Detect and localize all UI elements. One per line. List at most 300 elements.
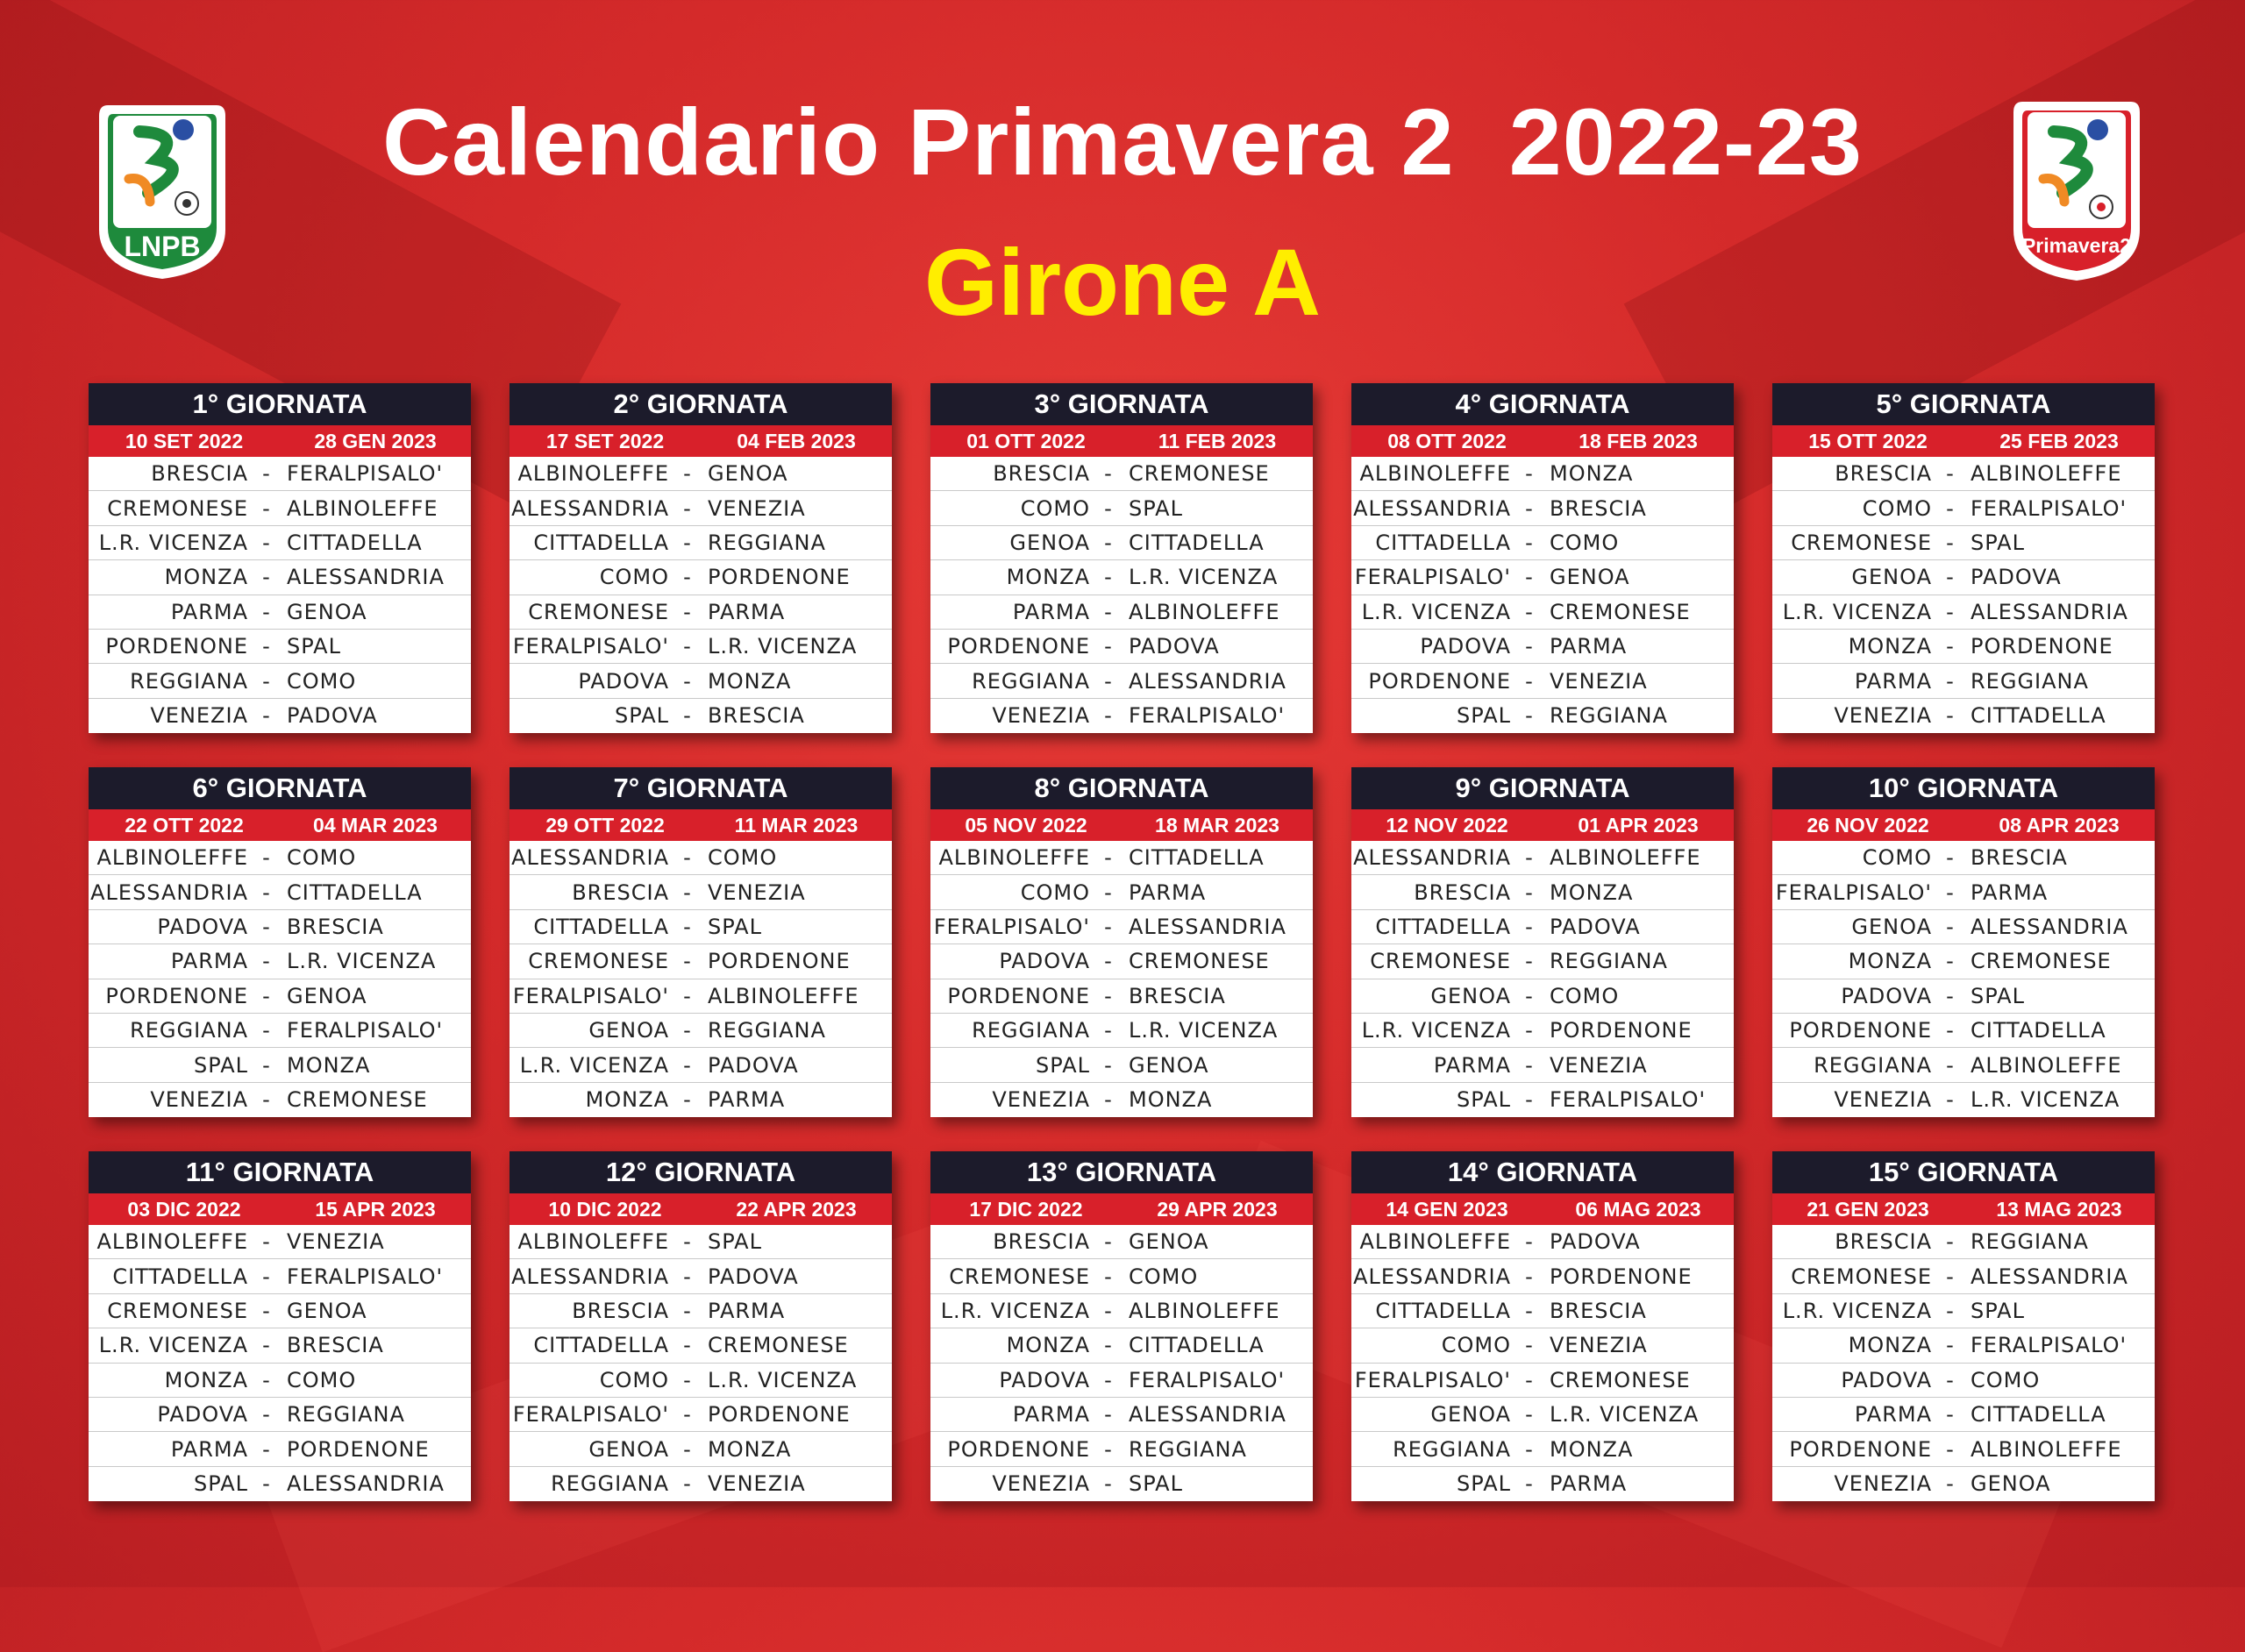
match-separator: - (683, 879, 692, 905)
home-team: PARMA (1012, 1402, 1090, 1428)
match-separator: - (1525, 565, 1534, 590)
match-row (1772, 630, 2155, 664)
home-team: COMO (599, 1367, 669, 1392)
home-team: PADOVA (1841, 1367, 1932, 1392)
home-team: SPAL (194, 1052, 248, 1078)
home-team: SPAL (1457, 703, 1511, 729)
away-team: FERALPISALO' (287, 1264, 444, 1289)
home-team: FERALPISALO' (1775, 879, 1932, 905)
match-row (1772, 1467, 2155, 1501)
match-separator: - (262, 1298, 271, 1323)
away-team: BRESCIA (1129, 983, 1226, 1008)
match-row (1772, 1294, 2155, 1328)
match-separator: - (262, 1264, 271, 1289)
match-separator: - (683, 1298, 692, 1323)
match-separator: - (262, 1052, 271, 1078)
match-separator: - (262, 634, 271, 659)
match-separator: - (683, 1402, 692, 1428)
match-separator: - (1104, 1367, 1113, 1392)
away-team: REGGIANA (1971, 1229, 2089, 1255)
match-row (510, 1398, 892, 1432)
match-row (89, 491, 471, 525)
home-team: L.R. VICENZA (1361, 599, 1511, 624)
match-separator: - (1946, 1471, 1955, 1497)
away-team: L.R. VICENZA (708, 634, 858, 659)
round-title: 8° GIORNATA (930, 767, 1313, 809)
away-team: PARMA (1550, 1471, 1628, 1497)
match-row (1772, 560, 2155, 595)
match-separator: - (1104, 1436, 1113, 1462)
away-team: COMO (1129, 1264, 1199, 1289)
round-card (89, 383, 471, 733)
match-separator: - (683, 565, 692, 590)
match-separator: - (683, 1087, 692, 1113)
match-separator: - (1525, 1087, 1534, 1113)
away-team: VENEZIA (708, 879, 806, 905)
match-separator: - (1104, 668, 1113, 694)
away-team: GENOA (287, 1298, 367, 1323)
round-card (930, 383, 1313, 733)
match-separator: - (1525, 1333, 1534, 1358)
home-team: CREMONESE (1370, 949, 1511, 974)
match-separator: - (262, 495, 271, 521)
away-team: FERALPISALO' (287, 461, 444, 487)
away-team: MONZA (1550, 1436, 1634, 1462)
match-row (1351, 841, 1734, 875)
andata-date: 17 DIC 2022 (969, 1198, 1083, 1221)
away-team: VENEZIA (1550, 1333, 1648, 1358)
home-team: SPAL (1457, 1471, 1511, 1497)
home-team: VENEZIA (150, 703, 248, 729)
match-separator: - (262, 1018, 271, 1043)
match-separator: - (1104, 461, 1113, 487)
away-team: VENEZIA (287, 1229, 385, 1255)
away-team: CREMONESE (1129, 949, 1270, 974)
match-separator: - (1525, 879, 1534, 905)
round-dates (1351, 425, 1734, 457)
away-team: SPAL (1971, 530, 2025, 555)
home-team: VENEZIA (1834, 1471, 1932, 1497)
andata-date: 03 DIC 2022 (127, 1198, 241, 1221)
home-team: CITTADELLA (533, 914, 669, 939)
match-row (510, 699, 892, 733)
away-team: GENOA (1129, 1229, 1209, 1255)
match-separator: - (1946, 599, 1955, 624)
away-team: REGGIANA (1129, 1436, 1247, 1462)
round-title: 11° GIORNATA (89, 1151, 471, 1193)
away-team: CITTADELLA (1971, 703, 2106, 729)
round-title: 3° GIORNATA (930, 383, 1313, 425)
round-dates (1772, 1193, 2155, 1225)
ritorno-date: 22 APR 2023 (736, 1198, 857, 1221)
home-team: GENOA (1430, 983, 1511, 1008)
match-separator: - (1104, 1402, 1113, 1428)
match-row (89, 1294, 471, 1328)
match-row (930, 457, 1313, 491)
match-separator: - (1525, 1229, 1534, 1255)
away-team: CREMONESE (1129, 461, 1270, 487)
home-team: MONZA (164, 565, 248, 590)
match-row (1351, 1328, 1734, 1363)
ritorno-date: 08 APR 2023 (1999, 814, 2120, 837)
away-team: ALESSANDRIA (1129, 914, 1286, 939)
away-team: PORDENONE (287, 1436, 430, 1462)
away-team: GENOA (287, 599, 367, 624)
round-title: 7° GIORNATA (510, 767, 892, 809)
match-separator: - (683, 668, 692, 694)
match-separator: - (1104, 495, 1113, 521)
match-separator: - (683, 1436, 692, 1462)
ritorno-date: 28 GEN 2023 (314, 430, 437, 452)
round-card (1351, 767, 1734, 1117)
ritorno-date: 11 FEB 2023 (1158, 430, 1277, 452)
match-row (89, 1259, 471, 1293)
round-dates (510, 1193, 892, 1225)
home-team: ALBINOLEFFE (1359, 461, 1511, 487)
match-separator: - (1946, 1052, 1955, 1078)
home-team: ALBINOLEFFE (517, 461, 669, 487)
away-team: PARMA (1129, 879, 1207, 905)
match-row (89, 1398, 471, 1432)
home-team: ALBINOLEFFE (96, 845, 248, 871)
home-team: VENEZIA (150, 1087, 248, 1113)
home-team: FERALPISALO' (512, 634, 669, 659)
away-team: PARMA (708, 1298, 786, 1323)
ritorno-date: 18 FEB 2023 (1579, 430, 1698, 452)
round-dates (930, 1193, 1313, 1225)
home-team: BRESCIA (1835, 461, 1932, 487)
match-separator: - (1525, 1264, 1534, 1289)
away-team: PADOVA (708, 1264, 799, 1289)
match-separator: - (1946, 1298, 1955, 1323)
home-team: PARMA (1854, 1402, 1932, 1428)
andata-date: 08 OTT 2022 (1387, 430, 1507, 452)
away-team: VENEZIA (708, 495, 806, 521)
match-separator: - (262, 879, 271, 905)
home-team: ALBINOLEFFE (517, 1229, 669, 1255)
away-team: MONZA (1129, 1087, 1213, 1113)
match-separator: - (1525, 1298, 1534, 1323)
away-team: GENOA (1129, 1052, 1209, 1078)
match-row (1351, 910, 1734, 944)
round-dates (930, 809, 1313, 841)
away-team: ALBINOLEFFE (1129, 1298, 1280, 1323)
home-team: L.R. VICENZA (98, 1333, 248, 1358)
match-row (1772, 699, 2155, 733)
match-row (930, 664, 1313, 698)
round-card (510, 383, 892, 733)
home-team: PORDENONE (105, 983, 248, 1008)
home-team: CREMONESE (107, 495, 248, 521)
round-title: 14° GIORNATA (1351, 1151, 1734, 1193)
home-team: COMO (1441, 1333, 1511, 1358)
match-separator: - (262, 1229, 271, 1255)
match-row (1351, 491, 1734, 525)
away-team: SPAL (1971, 983, 2025, 1008)
ritorno-date: 18 MAR 2023 (1155, 814, 1279, 837)
home-team: VENEZIA (992, 1087, 1090, 1113)
page-subtitle: Girone A (923, 229, 1322, 335)
match-separator: - (683, 461, 692, 487)
match-row (89, 1364, 471, 1398)
away-team: ALBINOLEFFE (1971, 1436, 2122, 1462)
home-team: FERALPISALO' (512, 1402, 669, 1428)
match-row (510, 1014, 892, 1048)
home-team: MONZA (1848, 634, 1932, 659)
away-team: CREMONESE (1550, 599, 1691, 624)
match-row (510, 630, 892, 664)
match-separator: - (1104, 1333, 1113, 1358)
away-team: ALESSANDRIA (1971, 914, 2128, 939)
match-separator: - (262, 914, 271, 939)
match-separator: - (262, 703, 271, 729)
home-team: FERALPISALO' (933, 914, 1090, 939)
match-separator: - (1946, 949, 1955, 974)
match-separator: - (1525, 703, 1534, 729)
away-team: SPAL (1971, 1298, 2025, 1323)
match-separator: - (683, 634, 692, 659)
away-team: PADOVA (1129, 634, 1220, 659)
match-row (1351, 560, 1734, 595)
match-separator: - (1104, 1264, 1113, 1289)
match-row (510, 1467, 892, 1501)
home-team: SPAL (1457, 1087, 1511, 1113)
away-team: FERALPISALO' (1129, 703, 1286, 729)
round-title: 12° GIORNATA (510, 1151, 892, 1193)
match-separator: - (1946, 703, 1955, 729)
match-row (1351, 699, 1734, 733)
away-team: PORDENONE (1550, 1264, 1693, 1289)
match-separator: - (262, 845, 271, 871)
round-dates (930, 425, 1313, 457)
home-team: ALESSANDRIA (90, 879, 248, 905)
home-team: MONZA (585, 1087, 669, 1113)
away-team: ALBINOLEFFE (287, 495, 438, 521)
away-team: PADOVA (1971, 565, 2062, 590)
home-team: CITTADELLA (533, 1333, 669, 1358)
match-separator: - (1946, 495, 1955, 521)
match-separator: - (1104, 1087, 1113, 1113)
round-card (510, 767, 892, 1117)
home-team: PADOVA (1420, 634, 1511, 659)
match-row (1772, 841, 2155, 875)
match-row (1351, 1083, 1734, 1117)
match-row (89, 1467, 471, 1501)
home-team: CREMONESE (1791, 1264, 1932, 1289)
match-row (1351, 979, 1734, 1014)
match-separator: - (683, 1018, 692, 1043)
home-team: ALBINOLEFFE (938, 845, 1090, 871)
away-team: L.R. VICENZA (287, 949, 437, 974)
home-team: ALESSANDRIA (511, 1264, 669, 1289)
away-team: CREMONESE (1550, 1367, 1691, 1392)
match-row (1351, 944, 1734, 979)
away-team: REGGIANA (708, 530, 826, 555)
match-row (930, 1467, 1313, 1501)
match-separator: - (1525, 461, 1534, 487)
home-team: MONZA (1848, 949, 1932, 974)
match-row (510, 457, 892, 491)
match-separator: - (1104, 879, 1113, 905)
away-team: BRESCIA (1550, 1298, 1647, 1323)
home-team: ALBINOLEFFE (1359, 1229, 1511, 1255)
match-separator: - (683, 949, 692, 974)
match-row (1351, 1467, 1734, 1501)
away-team: PORDENONE (708, 1402, 851, 1428)
home-team: COMO (1020, 879, 1090, 905)
match-separator: - (262, 530, 271, 555)
match-row (930, 1432, 1313, 1466)
match-separator: - (1525, 983, 1534, 1008)
match-row (1772, 1014, 2155, 1048)
home-team: CITTADELLA (533, 530, 669, 555)
match-separator: - (683, 530, 692, 555)
match-row (510, 910, 892, 944)
away-team: L.R. VICENZA (1129, 565, 1279, 590)
match-separator: - (1525, 1018, 1534, 1043)
home-team: COMO (1862, 495, 1932, 521)
match-separator: - (262, 1436, 271, 1462)
home-team: REGGIANA (972, 1018, 1090, 1043)
home-team: L.R. VICENZA (98, 530, 248, 555)
match-row (1351, 1364, 1734, 1398)
ritorno-date: 13 MAG 2023 (1996, 1198, 2122, 1221)
match-row (1351, 595, 1734, 630)
match-row (510, 560, 892, 595)
match-row (510, 1294, 892, 1328)
away-team: MONZA (708, 1436, 792, 1462)
away-team: ALBINOLEFFE (1550, 845, 1701, 871)
match-row (1772, 1048, 2155, 1082)
andata-date: 05 NOV 2022 (965, 814, 1087, 837)
match-separator: - (683, 703, 692, 729)
round-card (89, 1151, 471, 1501)
away-team: COMO (1971, 1367, 2041, 1392)
home-team: MONZA (1848, 1333, 1932, 1358)
match-row (930, 979, 1313, 1014)
andata-date: 22 OTT 2022 (125, 814, 244, 837)
away-team: L.R. VICENZA (1971, 1087, 2120, 1113)
ritorno-date: 04 FEB 2023 (737, 430, 856, 452)
match-row (510, 841, 892, 875)
home-team: PADOVA (157, 1402, 248, 1428)
home-team: PADOVA (1841, 983, 1932, 1008)
away-team: ALESSANDRIA (287, 1471, 445, 1497)
match-row (1772, 979, 2155, 1014)
round-dates (1351, 809, 1734, 841)
home-team: BRESCIA (993, 461, 1090, 487)
match-row (1772, 664, 2155, 698)
match-row (510, 491, 892, 525)
away-team: GENOA (287, 983, 367, 1008)
match-separator: - (1946, 530, 1955, 555)
away-team: CREMONESE (708, 1333, 849, 1358)
home-team: REGGIANA (1393, 1436, 1511, 1462)
match-row (89, 664, 471, 698)
home-team: PORDENONE (947, 983, 1090, 1008)
away-team: PARMA (1550, 634, 1628, 659)
away-team: REGGIANA (1550, 949, 1668, 974)
home-team: PARMA (1433, 1052, 1511, 1078)
andata-date: 17 SET 2022 (545, 430, 665, 452)
home-team: GENOA (588, 1436, 669, 1462)
home-team: PORDENONE (947, 634, 1090, 659)
match-separator: - (262, 1367, 271, 1392)
round-dates (510, 425, 892, 457)
away-team: COMO (1550, 983, 1620, 1008)
match-row (89, 595, 471, 630)
away-team: VENEZIA (708, 1471, 806, 1497)
match-separator: - (262, 668, 271, 694)
match-separator: - (1525, 1367, 1534, 1392)
match-row (1351, 1259, 1734, 1293)
home-team: VENEZIA (992, 703, 1090, 729)
match-row (1772, 457, 2155, 491)
match-separator: - (1525, 599, 1534, 624)
round-card (930, 767, 1313, 1117)
match-row (510, 979, 892, 1014)
match-separator: - (1525, 949, 1534, 974)
match-row (930, 841, 1313, 875)
match-separator: - (1104, 703, 1113, 729)
home-team: REGGIANA (130, 668, 248, 694)
match-separator: - (1525, 1402, 1534, 1428)
away-team: MONZA (1550, 461, 1634, 487)
match-separator: - (1525, 495, 1534, 521)
home-team: FERALPISALO' (512, 983, 669, 1008)
home-team: BRESCIA (993, 1229, 1090, 1255)
match-separator: - (1525, 845, 1534, 871)
round-title: 6° GIORNATA (89, 767, 471, 809)
ritorno-date: 15 APR 2023 (315, 1198, 436, 1221)
match-row (89, 1328, 471, 1363)
match-separator: - (683, 914, 692, 939)
match-separator: - (683, 983, 692, 1008)
match-row (930, 910, 1313, 944)
match-row (89, 1083, 471, 1117)
match-separator: - (1946, 1436, 1955, 1462)
match-row (89, 1048, 471, 1082)
away-team: CITTADELLA (287, 879, 423, 905)
match-separator: - (683, 1333, 692, 1358)
away-team: GENOA (1971, 1471, 2051, 1497)
match-row (930, 1328, 1313, 1363)
away-team: PORDENONE (1971, 634, 2113, 659)
home-team: ALESSANDRIA (511, 495, 669, 521)
andata-date: 12 NOV 2022 (1386, 814, 1508, 837)
round-title: 2° GIORNATA (510, 383, 892, 425)
match-row (1772, 944, 2155, 979)
away-team: L.R. VICENZA (1550, 1402, 1700, 1428)
match-row (930, 699, 1313, 733)
away-team: GENOA (708, 461, 788, 487)
round-title: 4° GIORNATA (1351, 383, 1734, 425)
home-team: PADOVA (999, 949, 1090, 974)
match-separator: - (1104, 914, 1113, 939)
home-team: PARMA (170, 949, 248, 974)
match-separator: - (1104, 983, 1113, 1008)
match-separator: - (262, 949, 271, 974)
away-team: ALBINOLEFFE (1129, 599, 1280, 624)
home-team: GENOA (1009, 530, 1090, 555)
away-team: L.R. VICENZA (1129, 1018, 1279, 1043)
away-team: CITTADELLA (1129, 530, 1265, 555)
match-row (510, 944, 892, 979)
round-dates (1772, 809, 2155, 841)
home-team: SPAL (1036, 1052, 1090, 1078)
round-card (1772, 383, 2155, 733)
away-team: ALBINOLEFFE (1971, 461, 2122, 487)
